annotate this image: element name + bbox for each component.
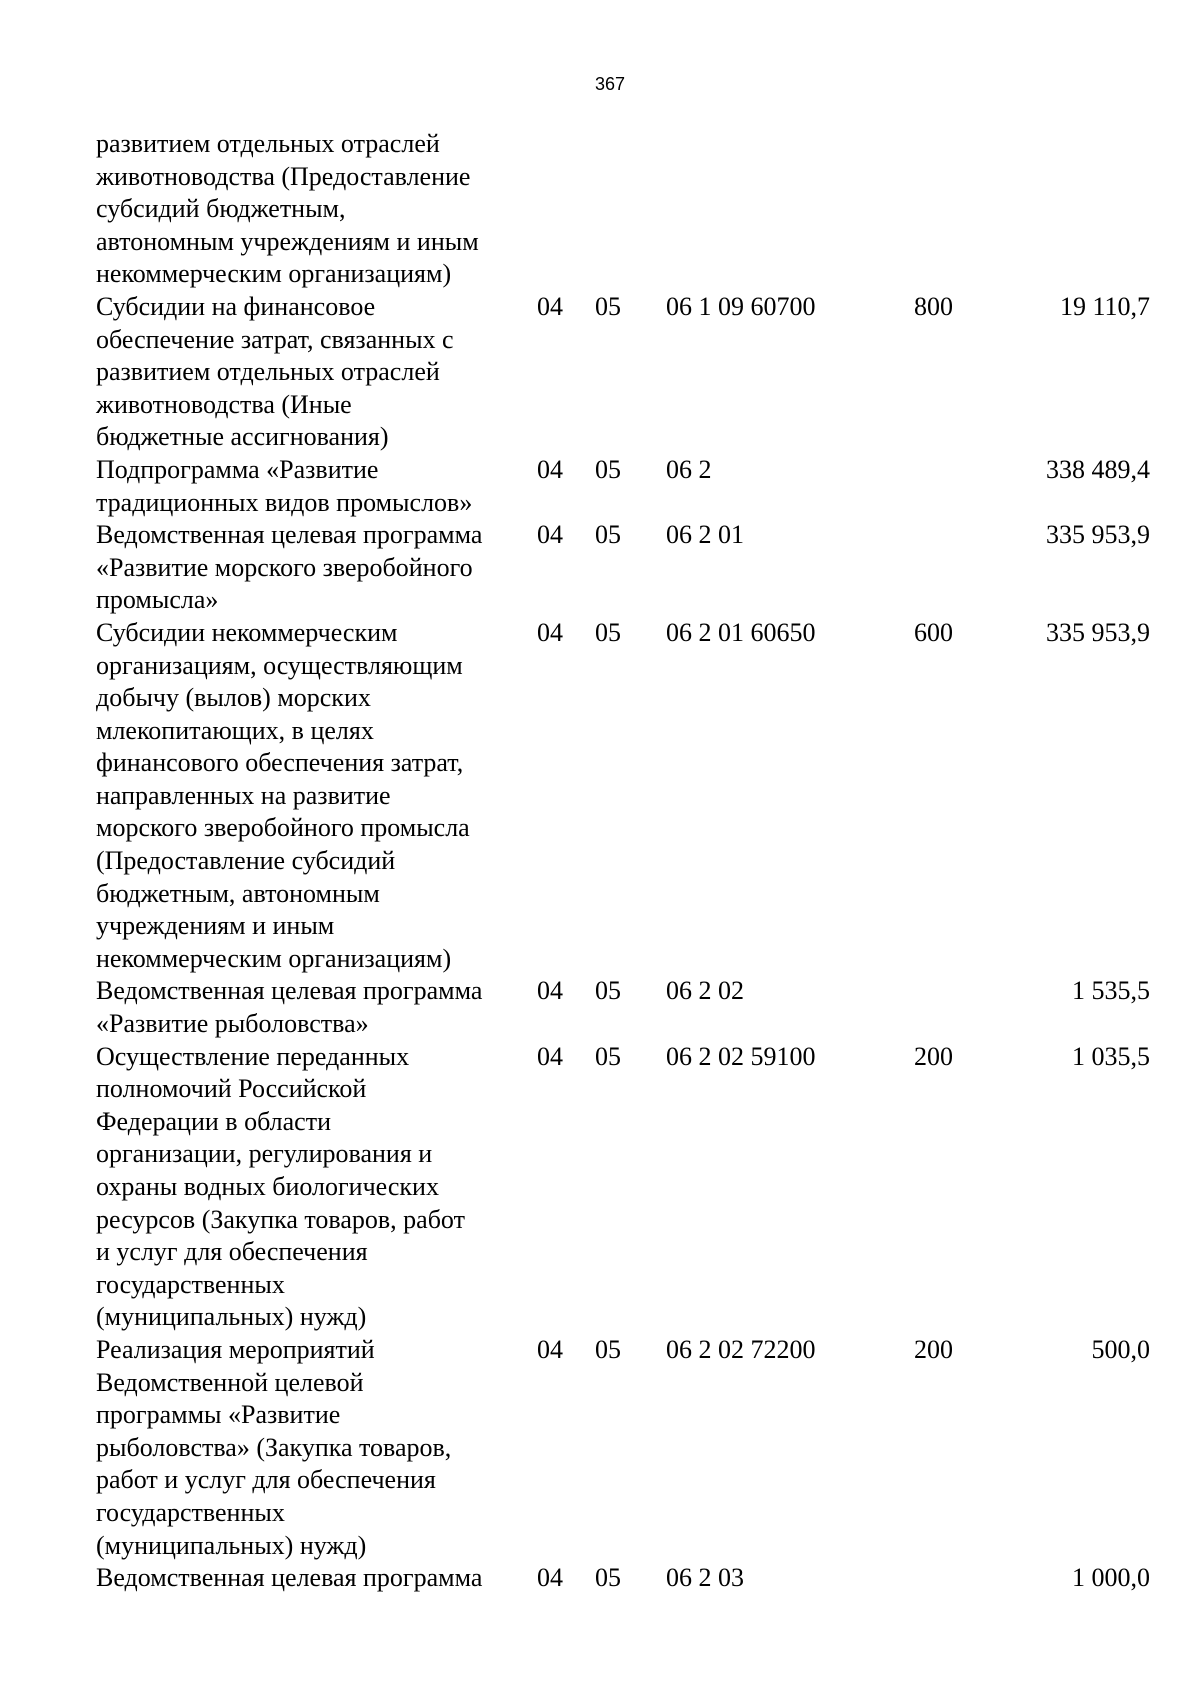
cell-expense-type: 200 (914, 1041, 953, 1071)
table-row (96, 291, 1150, 454)
cell-target-article: 06 2 02 (666, 976, 744, 1006)
budget-table (96, 128, 1150, 1595)
cell-target-article: 06 2 01 (666, 520, 744, 550)
name-line: программы «Развитие (96, 1400, 341, 1430)
name-line: Ведомственной целевой (96, 1367, 364, 1397)
table-row (96, 454, 1150, 519)
name-line: направленных на развитие (96, 780, 391, 810)
name-line: животноводства (Предоставление (96, 161, 471, 191)
cell-name (96, 975, 537, 1040)
cell-name (96, 519, 537, 617)
name-line: полномочий Российской (96, 1074, 367, 1104)
cell-podrazdel (595, 128, 666, 291)
name-line: Ведомственная целевая программа (96, 1563, 483, 1593)
cell-expense-type: 600 (914, 617, 953, 647)
name-line: Осуществление переданных (96, 1041, 410, 1071)
name-line: млекопитающих, в целях (96, 715, 374, 745)
name-line: рыболовства» (Закупка товаров, (96, 1432, 452, 1462)
cell-expense-type (914, 975, 1014, 1040)
cell-name (96, 1562, 537, 1595)
name-line: Федерации в области (96, 1106, 331, 1136)
cell-target-article: 06 2 03 (666, 1563, 744, 1593)
cell-amount: 500,0 (1091, 1334, 1150, 1364)
page-number: 367 (594, 74, 626, 94)
name-line: развитием отдельных отраслей (96, 357, 440, 387)
cell-name (96, 454, 537, 519)
cell-name (96, 617, 537, 976)
cell-razdel: 04 (537, 1563, 563, 1593)
name-line: бюджетным, автономным (96, 878, 380, 908)
cell-target-article: 06 2 02 59100 (666, 1041, 816, 1071)
cell-razdel: 04 (537, 1334, 563, 1364)
name-line: (муниципальных) нужд) (96, 1302, 367, 1332)
name-line: охраны водных биологических (96, 1172, 439, 1201)
cell-razdel: 04 (537, 454, 563, 484)
name-line: организациям, осуществляющим (96, 650, 463, 680)
cell-razdel: 04 (537, 1041, 563, 1071)
cell-podrazdel: 05 (595, 454, 621, 484)
cell-razdel: 04 (537, 291, 563, 321)
cell-target-article: 06 1 09 60700 (666, 291, 816, 321)
name-line: развитием отдельных отраслей (96, 129, 440, 158)
cell-expense-type: 200 (914, 1334, 953, 1364)
cell-name (96, 128, 537, 291)
cell-target-article: 06 2 01 60650 (666, 617, 816, 647)
name-line: и услуг для обеспечения (96, 1237, 368, 1267)
cell-expense-type: 800 (914, 291, 953, 321)
cell-amount: 335 953,9 (1046, 617, 1150, 647)
name-line: Реализация мероприятий (96, 1334, 375, 1364)
cell-amount: 19 110,7 (1059, 291, 1150, 321)
cell-expense-type (914, 519, 1014, 617)
cell-amount (1014, 128, 1150, 291)
name-line: (Предоставление субсидий (96, 846, 396, 876)
name-line: Субсидии на финансовое (96, 291, 376, 321)
cell-podrazdel: 05 (595, 291, 621, 321)
cell-podrazdel: 05 (595, 617, 621, 647)
cell-razdel: 04 (537, 617, 563, 647)
name-line: обеспечение затрат, связанных с (96, 324, 454, 354)
cell-podrazdel: 05 (595, 1563, 621, 1593)
name-line: Ведомственная целевая программа (96, 520, 483, 550)
name-line: «Развитие рыболовства» (96, 1009, 369, 1039)
name-line: ресурсов (Закупка товаров, работ (96, 1204, 465, 1234)
name-line: организации, регулирования и (96, 1139, 433, 1169)
name-line: бюджетные ассигнования) (96, 422, 389, 452)
cell-name (96, 291, 537, 454)
cell-razdel: 04 (537, 520, 563, 550)
cell-amount: 335 953,9 (1046, 520, 1150, 550)
table-row (96, 128, 1150, 291)
cell-expense-type (914, 128, 1014, 291)
name-line: (муниципальных) нужд) (96, 1530, 367, 1560)
cell-target-article (666, 128, 914, 291)
cell-expense-type (914, 454, 1014, 519)
table-row (96, 1041, 1150, 1334)
cell-amount: 1 000,0 (1072, 1563, 1150, 1593)
cell-target-article: 06 2 02 72200 (666, 1334, 816, 1364)
cell-expense-type (914, 1562, 1014, 1595)
cell-amount: 1 535,5 (1072, 976, 1150, 1006)
name-line: субсидий бюджетным, (96, 194, 346, 224)
cell-podrazdel: 05 (595, 1334, 621, 1364)
cell-razdel: 04 (537, 976, 563, 1006)
cell-target-article: 06 2 (666, 454, 712, 484)
cell-podrazdel: 05 (595, 1041, 621, 1071)
name-line: «Развитие морского зверобойного (96, 552, 473, 582)
name-line: Подпрограмма «Развитие (96, 454, 379, 484)
name-line: государственных (96, 1497, 285, 1527)
table-body (96, 128, 1150, 1595)
cell-podrazdel: 05 (595, 520, 621, 550)
name-line: животноводства (Иные (96, 389, 352, 419)
table-row (96, 1562, 1150, 1595)
cell-podrazdel: 05 (595, 976, 621, 1006)
name-line: Субсидии некоммерческим (96, 617, 398, 647)
name-line: традиционных видов промыслов» (96, 487, 473, 517)
cell-name (96, 1334, 537, 1562)
name-line: некоммерческим организациям) (96, 259, 452, 289)
cell-amount: 338 489,4 (1046, 454, 1150, 484)
name-line: морского зверобойного промысла (96, 813, 470, 843)
cell-amount: 1 035,5 (1072, 1041, 1150, 1071)
name-line: работ и услуг для обеспечения (96, 1465, 436, 1495)
name-line: государственных (96, 1269, 285, 1299)
name-line: автономным учреждениям и иным (96, 226, 479, 256)
table-row (96, 1334, 1150, 1562)
name-line: финансового обеспечения затрат, (96, 748, 464, 778)
cell-razdel (537, 128, 595, 291)
name-line: Ведомственная целевая программа (96, 976, 483, 1006)
table-row (96, 617, 1150, 976)
name-line: некоммерческим организациям) (96, 943, 452, 973)
cell-name (96, 1041, 537, 1334)
table-row (96, 975, 1150, 1040)
table-row (96, 519, 1150, 617)
name-line: добычу (вылов) морских (96, 683, 371, 713)
name-line: учреждениям и иным (96, 911, 335, 941)
name-line: промысла» (96, 585, 219, 615)
